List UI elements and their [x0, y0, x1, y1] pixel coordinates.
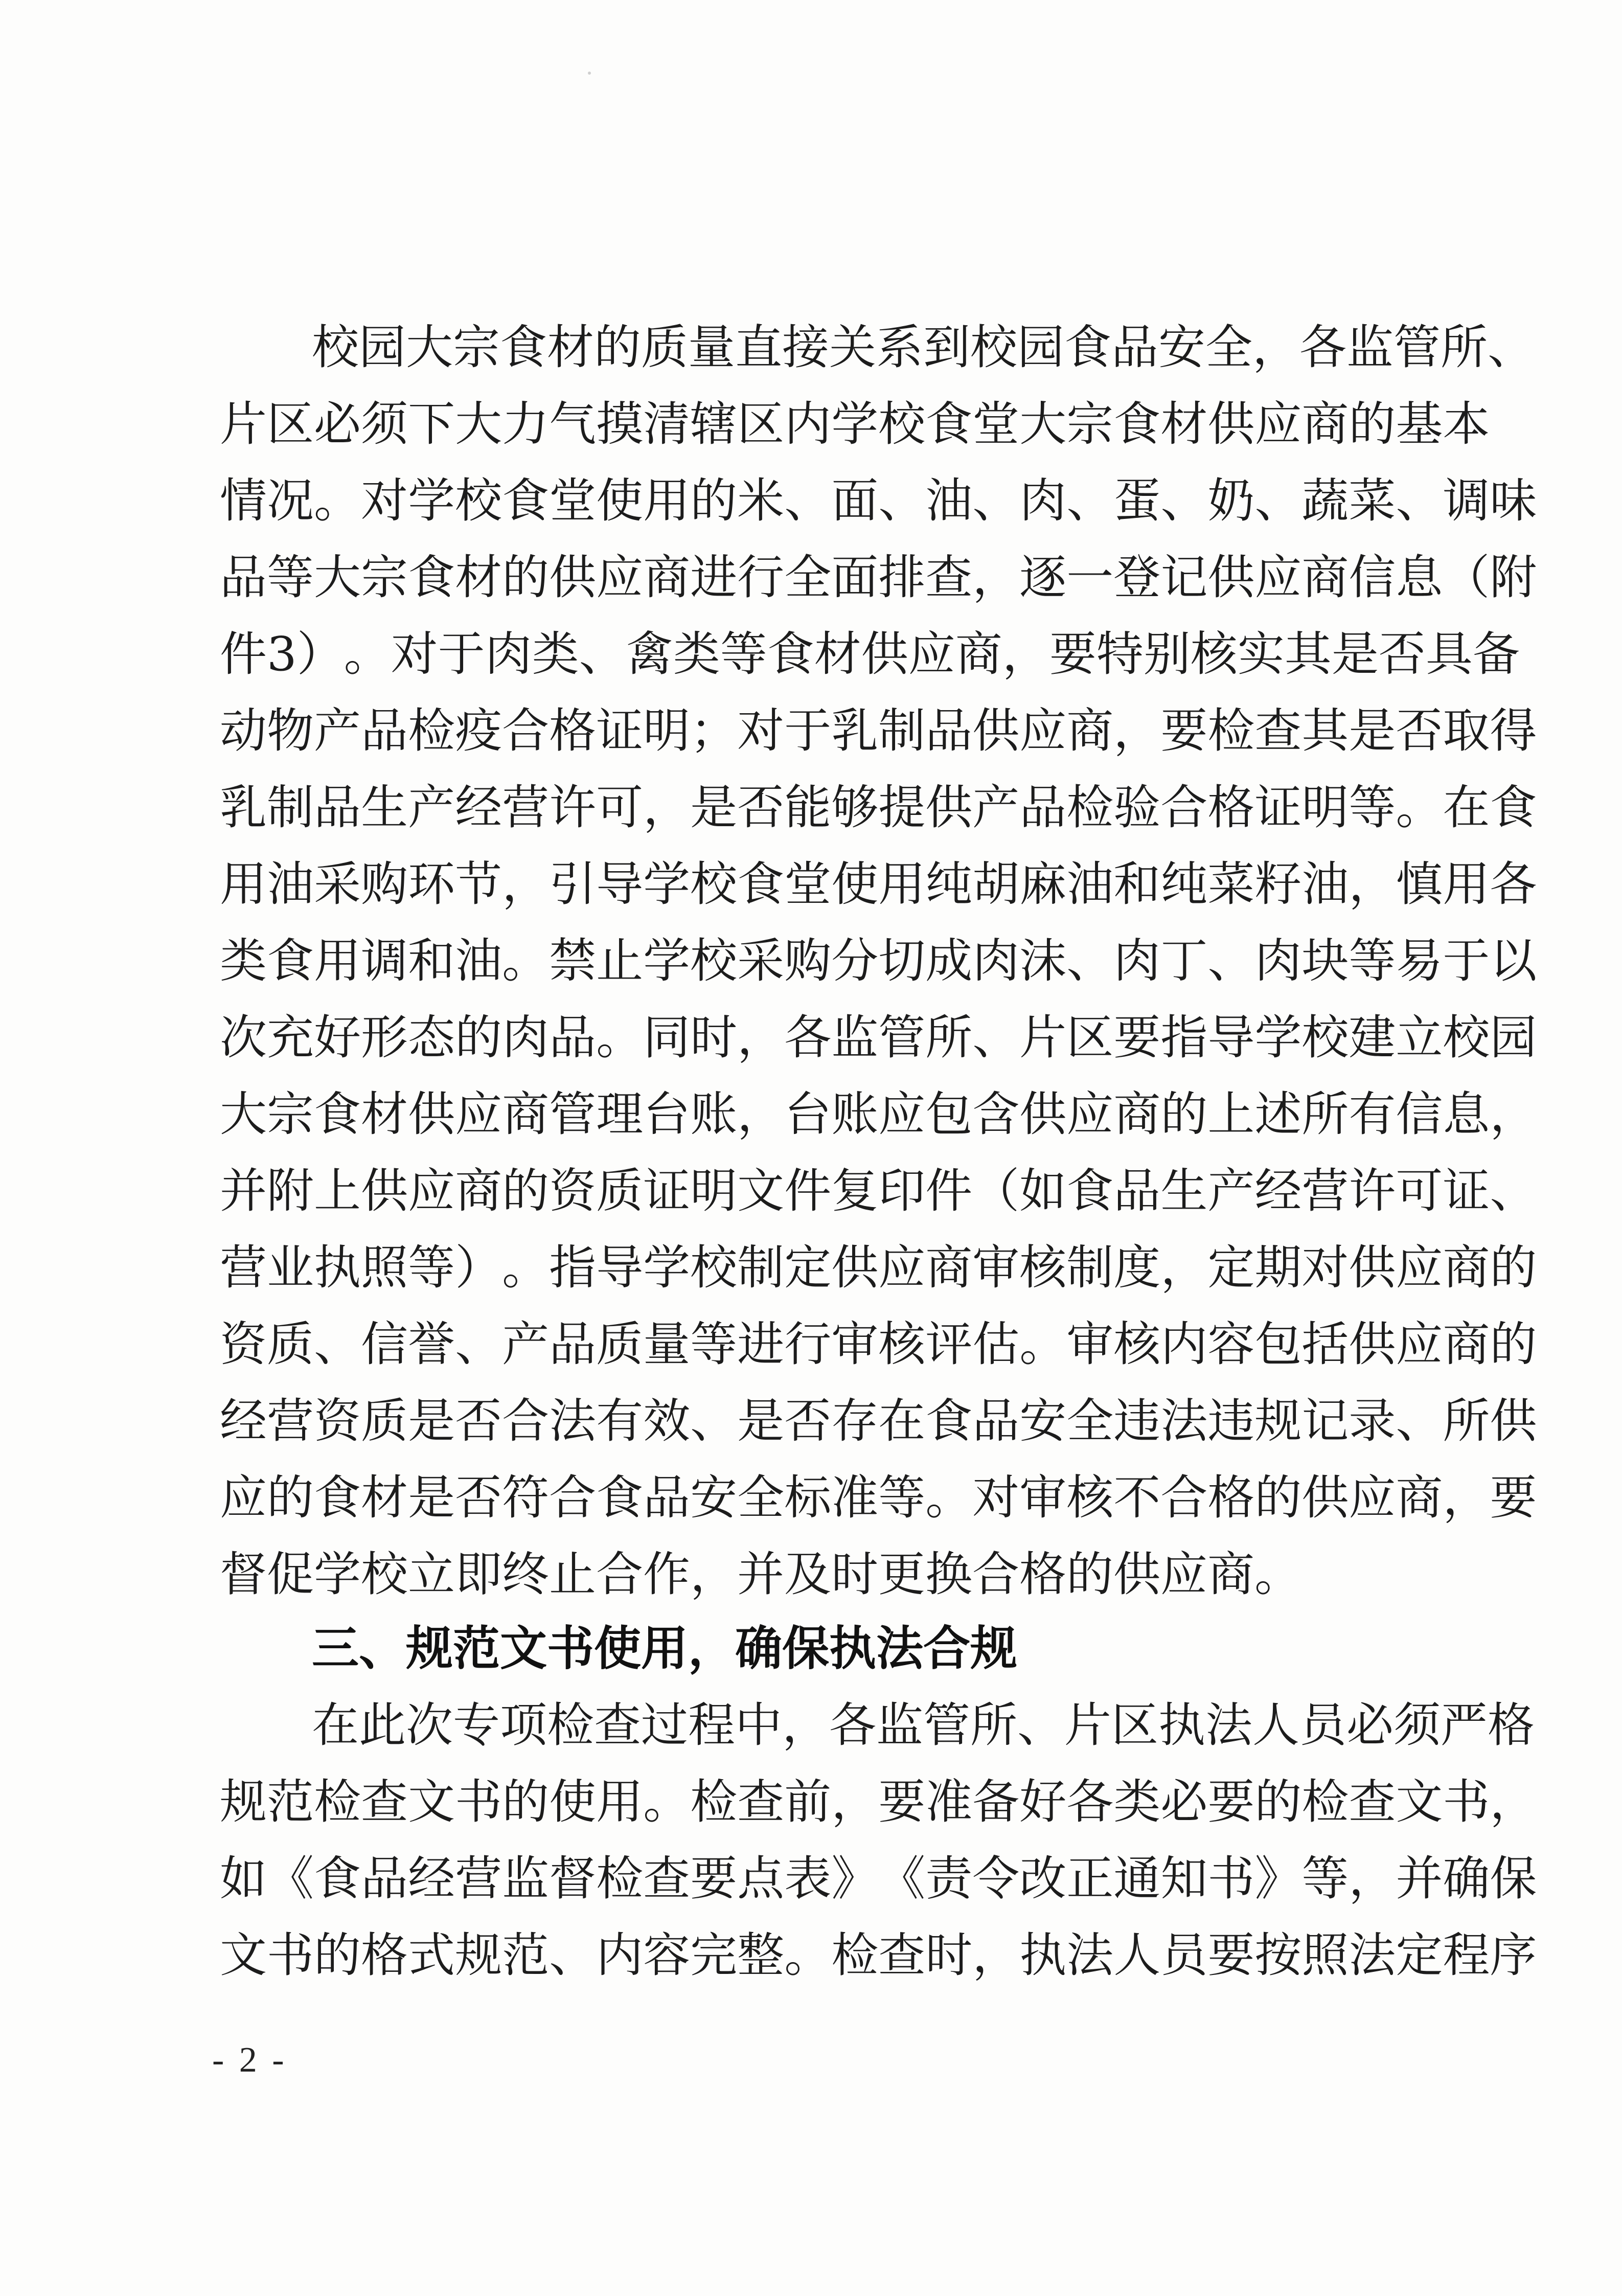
- paragraph-line: 乳 制 品 生 产 经 营 许 可 ， 是 否 能 够 提 供 产 品 检 验 合 格 证 明 等 。 在 食: [220, 780, 1537, 835]
- paragraph-line: 在此次专项检查过程中，各监管所、片区执法人员必须严格: [312, 1698, 1535, 1753]
- paragraph-line: 校园大宗食材的质量直接关系到校园食品安全，各监管所、: [312, 320, 1535, 375]
- paragraph-line: 片 区 必 须 下 大 力 气 摸 清 辖 区 内 学 校 食 堂 大 宗 食 材 供 应 商 的 基 本: [220, 397, 1490, 451]
- paragraph-line: 次 充 好 形 态 的 肉 品 。 同 时 ， 各 监 管 所 、 片 区 要 指 导 学 校 建 立 校 园: [220, 1010, 1537, 1065]
- paragraph-line: 资 质 、 信 誉 、 产 品 质 量 等 进 行 审 核 评 估 。 审 核 内 容 包 括 供 应 商 的: [220, 1317, 1537, 1372]
- paragraph-line: 营 业 执 照 等 ） 。 指 导 学 校 制 定 供 应 商 审 核 制 度 ， 定 期 对 供 应 商 的: [220, 1240, 1537, 1295]
- paragraph-line: 品 等 大 宗 食 材 的 供 应 商 进 行 全 面 排 查 ， 逐 一 登 记 供 应 商 信 息 （ 附: [220, 550, 1537, 605]
- paragraph-line: 经 营 资 质 是 否 合 法 有 效 、 是 否 存 在 食 品 安 全 违 法 违 规 记 录 、 所 供: [220, 1394, 1537, 1448]
- paragraph-line: 动 物 产 品 检 疫 合 格 证 明 ； 对 于 乳 制 品 供 应 商 ， 要 检 查 其 是 否 取 得: [220, 703, 1537, 758]
- paragraph-line: 文 书 的 格 式 规 范 、 内 容 完 整 。 检 查 时 ， 执 法 人 员 要 按 照 法 定 程 序: [220, 1928, 1537, 1983]
- paragraph-line: 如 《 食 品 经 营 监 督 检 查 要 点 表 》 《 责 令 改 正 通 知 书 》 等 ， 并 确 保: [220, 1851, 1537, 1906]
- paragraph-line: 规 范 检 查 文 书 的 使 用 。 检 查 前 ， 要 准 备 好 各 类 必 要 的 检 查 文 书 ，: [220, 1775, 1537, 1829]
- page-number: - 2 -: [212, 2040, 287, 2080]
- paragraph-line: 督促学校立即终止合作，并及时更换合格的供应商。: [220, 1547, 1302, 1602]
- paragraph-line: 用 油 采 购 环 节 ， 引 导 学 校 食 堂 使 用 纯 胡 麻 油 和 纯 菜 籽 油 ， 慎 用 各: [220, 857, 1537, 912]
- paragraph-line: 件 3 ） 。 对 于 肉 类 、 禽 类 等 食 材 供 应 商 ， 要 特 别 核 实 其 是 否 具 备: [220, 627, 1520, 681]
- paragraph-line: 类 食 用 调 和 油 。 禁 止 学 校 采 购 分 切 成 肉 沫 、 肉 丁 、 肉 块 等 易 于 以: [220, 934, 1537, 988]
- paragraph-line: 并 附 上 供 应 商 的 资 质 证 明 文 件 复 印 件 （ 如 食 品 生 产 经 营 许 可 证 、: [220, 1164, 1537, 1218]
- paragraph-line: 大 宗 食 材 供 应 商 管 理 台 账 ， 台 账 应 包 含 供 应 商 的 上 述 所 有 信 息 ，: [220, 1087, 1537, 1142]
- paragraph-line: 情 况 。 对 学 校 食 堂 使 用 的 米 、 面 、 油 、 肉 、 蛋 、 奶 、 蔬 菜 、 调 味: [220, 473, 1537, 528]
- scan-speck: [588, 72, 591, 75]
- paragraph-line: 应 的 食 材 是 否 符 合 食 品 安 全 标 准 等 。 对 审 核 不 合 格 的 供 应 商 ， 要: [220, 1470, 1537, 1525]
- section-heading: 三、规范文书使用，确保执法合规: [312, 1621, 1018, 1676]
